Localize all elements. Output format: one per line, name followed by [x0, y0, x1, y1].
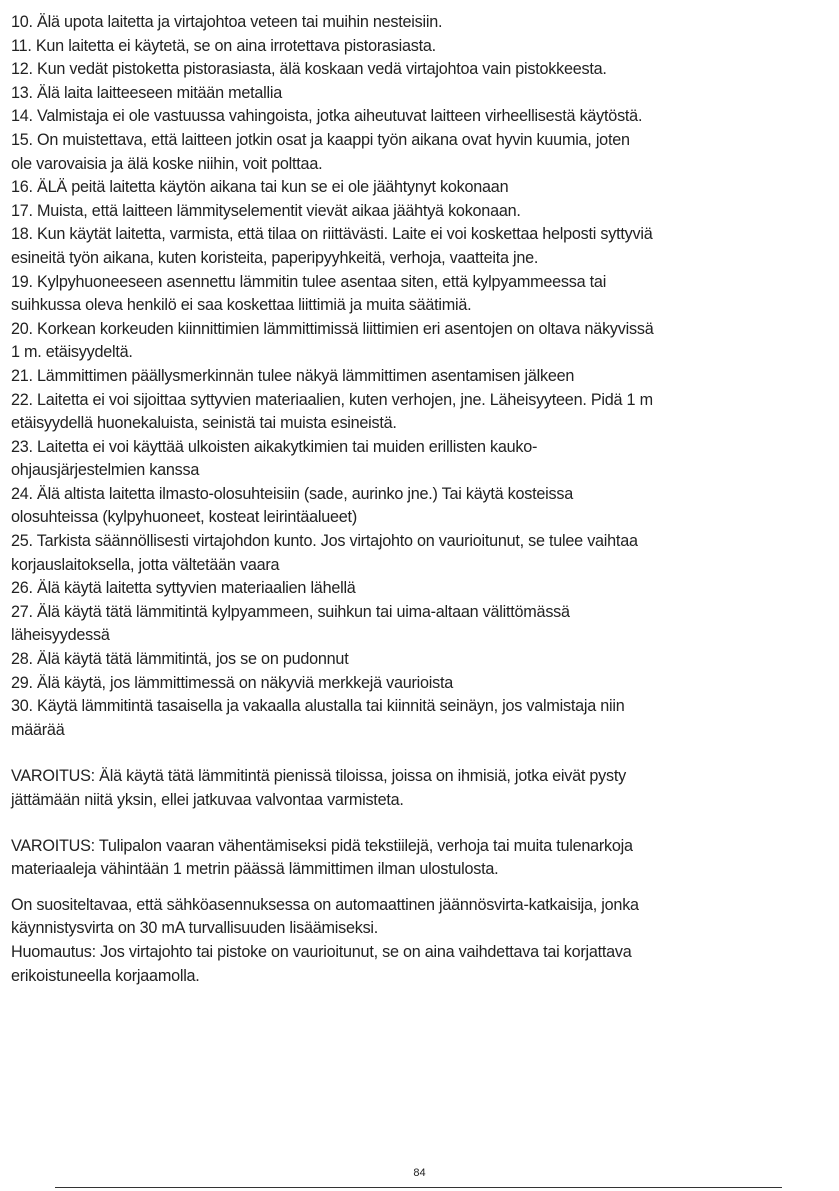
list-item: ohjausjärjestelmien kanssa — [11, 460, 200, 480]
list-item: 11. Kun laitetta ei käytetä, se on aina irrotettava pistorasiasta. — [11, 35, 436, 55]
list-item: 20. Korkean korkeuden kiinnittimien lämmittimissä liittimien eri asentojen on oltava näkyvissä — [11, 318, 654, 338]
warning-paragraph-2 — [11, 834, 831, 881]
list-item: etäisyydellä huonekaluista, seinistä tai muista esineistä. — [11, 413, 397, 433]
list-item: ole varovaisia ja älä koske niihin, voit polttaa. — [11, 153, 323, 173]
list-item: 13. Älä laita laitteeseen mitään metallia — [11, 82, 282, 102]
note-line: On suositeltavaa, että sähköasennuksessa on automaattinen jäännösvirta-katkaisija, jonka — [11, 894, 639, 914]
page-number: 84 — [413, 1167, 426, 1179]
list-item: 28. Älä käytä tätä lämmitintä, jos se on pudonnut — [11, 649, 349, 669]
list-item: 25. Tarkista säännöllisesti virtajohdon kunto. Jos virtajohto on vaurioitunut, se tulee vaihtaa — [11, 531, 638, 551]
list-item: 22. Laitetta ei voi sijoittaa syttyvien materiaalien, kuten verhojen, jne. Läheisyyteen. Pidä 1 m — [11, 389, 653, 409]
list-item: määrää — [11, 719, 65, 739]
list-item: suihkussa oleva henkilö ei saa koskettaa liittimiä ja muita säätimiä. — [11, 295, 472, 315]
list-item: 10. Älä upota laitetta ja virtajohtoa veteen tai muihin nesteisiin. — [11, 12, 443, 31]
list-item: esineitä työn aikana, kuten koristeita, paperipyyhkeitä, verhoja, vaatteita jne. — [11, 247, 539, 267]
list-item: 14. Valmistaja ei ole vastuussa vahingoista, jotka aiheutuvat laitteen virheellisestä käytöstä. — [11, 106, 643, 126]
warning-line: jättämään niitä yksin, ellei jatkuvaa valvontaa varmisteta. — [11, 790, 404, 809]
warning-paragraph-1 — [11, 764, 831, 811]
list-item: korjauslaitoksella, jotta vältetään vaara — [11, 554, 280, 574]
list-item: 12. Kun vedät pistoketta pistorasiasta, älä koskaan vedä virtajohtoa vain pistokkeesta. — [11, 59, 607, 79]
list-item: läheisyydessä — [11, 625, 110, 645]
document-page — [11, 10, 831, 987]
list-item: 18. Kun käytät laitetta, varmista, että tilaa on riittävästi. Laite ei voi koskettaa helposti syttyviä — [11, 224, 653, 244]
note-line: erikoistuneella korjaamolla. — [11, 965, 200, 985]
note-line: Huomautus: Jos virtajohto tai pistoke on vaurioitunut, se on aina vaihdettava tai korjattava — [11, 941, 632, 961]
list-item: 21. Lämmittimen päällysmerkinnän tulee näkyä lämmittimen asentamisen jälkeen — [11, 365, 575, 385]
list-item: 26. Älä käytä laitetta syttyvien materiaalien lähellä — [11, 578, 356, 598]
list-item: 29. Älä käytä, jos lämmittimessä on näkyviä merkkejä vaurioista — [11, 672, 454, 692]
list-item: 23. Laitetta ei voi käyttää ulkoisten aikakytkimien tai muiden erillisten kauko- — [11, 436, 538, 456]
list-item: 27. Älä käytä tätä lämmitintä kylpyammeen, suihkun tai uima-altaan välittömässä — [11, 601, 570, 621]
list-item: olosuhteissa (kylpyhuoneet, kosteat leirintäalueet) — [11, 507, 357, 527]
list-item: 30. Käytä lämmitintä tasaisella ja vakaalla alustalla tai kiinnitä seinäyn, jos valmistaja niin — [11, 696, 625, 716]
safety-instructions-list — [11, 10, 831, 741]
list-item: 16. ÄLÄ peitä laitetta käytön aikana tai kun se ei ole jäähtynyt kokonaan — [11, 177, 509, 197]
warning-line: VAROITUS: Älä käytä tätä lämmitintä pienissä tiloissa, joissa on ihmisiä, jotka eivät pysty — [11, 766, 626, 786]
footer-divider — [55, 1187, 782, 1188]
list-item: 19. Kylpyhuoneeseen asennettu lämmitin tulee asentaa siten, että kylpyammeessa tai — [11, 271, 607, 291]
spacer — [11, 741, 831, 764]
warning-line: VAROITUS: Tulipalon vaaran vähentämiseksi pidä tekstiilejä, verhoja tai muita tulenarkoja — [11, 835, 633, 855]
list-item: 17. Muista, että laitteen lämmityselementit vievät aikaa jäähtyä kokonaan. — [11, 200, 521, 220]
spacer — [11, 881, 831, 893]
list-item: 15. On muistettava, että laitteen jotkin osat ja kaappi työn aikana ovat hyvin kuumia, joten — [11, 129, 630, 149]
note-paragraph — [11, 893, 831, 987]
note-line: käynnistysvirta on 30 mA turvallisuuden lisäämiseksi. — [11, 918, 379, 938]
spacer — [11, 812, 831, 834]
warning-line: materiaaleja vähintään 1 metrin päässä lämmittimen ilman ulostulosta. — [11, 859, 499, 879]
list-item: 24. Älä altista laitetta ilmasto-olosuhteisiin (sade, aurinko jne.) Tai käytä kosteissa — [11, 483, 573, 503]
list-item: 1 m. etäisyydeltä. — [11, 342, 133, 362]
